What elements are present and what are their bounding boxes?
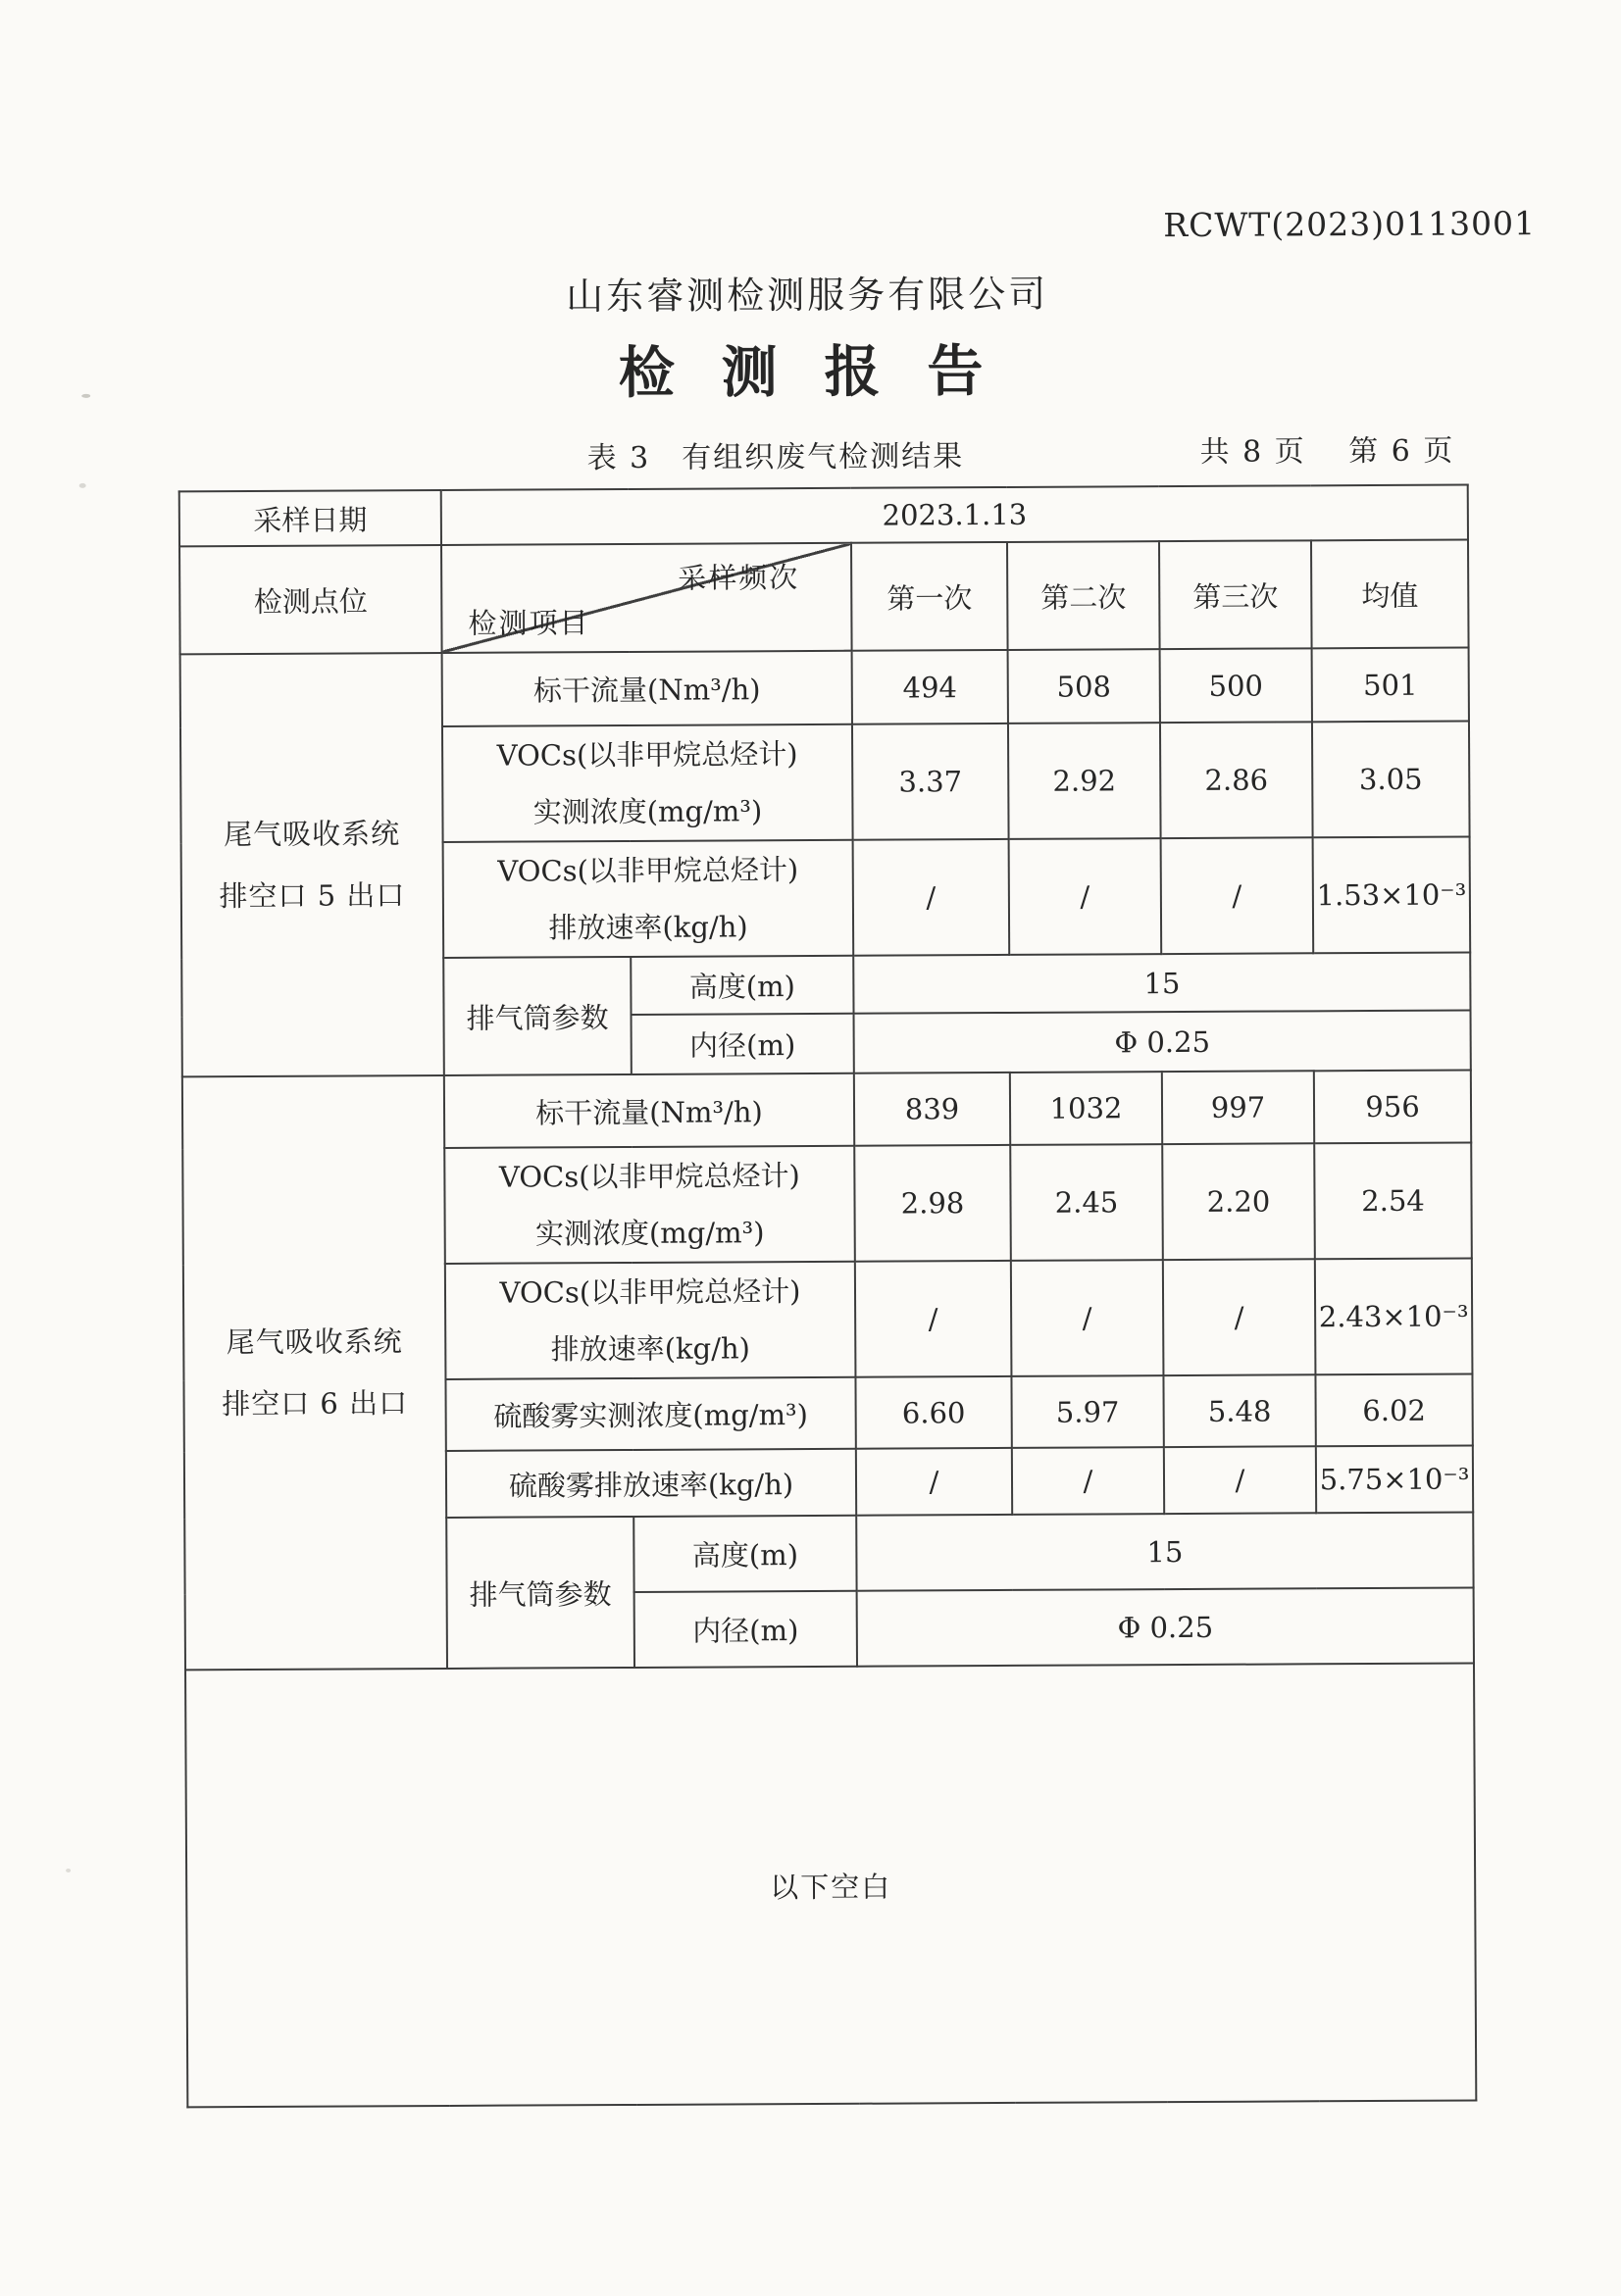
point-name-outlet5: 尾气吸收系统 排空口 5 出口 [180, 653, 444, 1076]
value-cell: 500 [1160, 648, 1312, 723]
point-column-header: 检测点位 [179, 545, 442, 654]
value-cell: / [1164, 1446, 1316, 1514]
value-cell: 997 [1162, 1071, 1314, 1144]
value-cell: 2.54 [1314, 1142, 1472, 1259]
company-name: 山东睿测检测服务有限公司 [566, 272, 1049, 319]
value-cell: / [1011, 1260, 1164, 1376]
stack-height-value: 15 [853, 952, 1470, 1013]
table-row [180, 647, 1469, 727]
freq-header-1: 第一次 [851, 542, 1008, 651]
value-cell: / [855, 1261, 1012, 1377]
value-cell: 2.86 [1160, 722, 1313, 838]
value-cell: 5.48 [1163, 1374, 1315, 1447]
value-cell: 6.02 [1315, 1373, 1472, 1446]
value-cell: 3.37 [852, 724, 1009, 840]
value-cell: 2.43×10⁻³ [1315, 1258, 1473, 1374]
stack-height-label: 高度(m) [631, 956, 853, 1015]
row-label: 硫酸雾排放速率(kg/h) [446, 1449, 856, 1518]
value-cell: / [1012, 1447, 1164, 1515]
stack-diameter-value: Φ 0.25 [854, 1010, 1471, 1073]
stack-diameter-label: 内径(m) [632, 1014, 854, 1074]
value-cell: / [1163, 1259, 1316, 1375]
table-row [179, 484, 1468, 546]
stack-diameter-value: Φ 0.25 [857, 1587, 1474, 1666]
value-cell: / [1161, 837, 1314, 954]
report-number: RCWT(2023)0113001 [1163, 204, 1537, 245]
value-cell: 2.98 [854, 1145, 1011, 1262]
value-cell: 5.75×10⁻³ [1316, 1445, 1473, 1513]
stack-height-value: 15 [856, 1512, 1473, 1590]
point-name-outlet6: 尾气吸收系统 排空口 6 出口 [182, 1075, 447, 1670]
value-cell: 494 [852, 650, 1008, 724]
stack-params-label: 排气筒参数 [446, 1517, 634, 1669]
scan-speck [79, 483, 86, 488]
row-label: 标干流量(Nm³/h) [444, 1073, 854, 1148]
table-row [185, 1663, 1476, 2107]
row-label: VOCs(以非甲烷总烃计) 实测浓度(mg/m³) [442, 724, 853, 842]
value-cell: / [853, 839, 1010, 956]
value-cell: 501 [1312, 647, 1469, 722]
scan-speck [66, 1869, 71, 1872]
blank-remainder-note: 以下空白 [185, 1663, 1476, 2107]
freq-header-3: 第三次 [1159, 540, 1312, 649]
row-label: VOCs(以非甲烷总烃计) 实测浓度(mg/m³) [444, 1146, 855, 1264]
value-cell: / [1009, 838, 1162, 955]
diagonal-label-item: 检测项目 [468, 606, 590, 640]
value-cell: 508 [1008, 649, 1160, 724]
table-header-row [179, 539, 1469, 654]
value-cell: 6.60 [855, 1376, 1011, 1449]
value-cell: 1.53×10⁻³ [1313, 836, 1471, 953]
results-table [178, 483, 1478, 2108]
sampling-date-label: 采样日期 [179, 490, 441, 546]
table-caption: 表 3 有组织废气检测结果 [586, 439, 965, 476]
freq-header-avg: 均值 [1311, 539, 1469, 648]
row-label: 硫酸雾实测浓度(mg/m³) [445, 1377, 855, 1451]
value-cell: 3.05 [1312, 721, 1470, 837]
row-label: VOCs(以非甲烷总烃计) 排放速率(kg/h) [445, 1262, 856, 1379]
diagonal-header-cell [441, 543, 852, 653]
stack-height-label: 高度(m) [633, 1516, 856, 1592]
value-cell: 839 [854, 1073, 1010, 1146]
table-row [182, 1070, 1471, 1149]
row-label: VOCs(以非甲烷总烃计) 排放速率(kg/h) [443, 840, 854, 958]
value-cell: / [856, 1448, 1012, 1516]
value-cell: 2.45 [1010, 1144, 1163, 1261]
diagonal-label-frequency: 采样频次 [678, 561, 800, 595]
page-indicator: 共 8 页 第 6 页 [1199, 433, 1455, 470]
value-cell: 2.20 [1162, 1143, 1315, 1260]
value-cell: 1032 [1010, 1072, 1162, 1145]
stack-params-label: 排气筒参数 [443, 957, 632, 1075]
stack-diameter-label: 内径(m) [634, 1591, 857, 1668]
value-cell: 956 [1314, 1070, 1471, 1143]
report-title: 检 测 报 告 [618, 337, 997, 407]
freq-header-2: 第二次 [1007, 541, 1160, 650]
value-cell: 2.92 [1008, 723, 1161, 839]
row-label: 标干流量(Nm³/h) [442, 651, 852, 726]
sampling-date-value: 2023.1.13 [441, 484, 1468, 544]
value-cell: 5.97 [1011, 1375, 1163, 1448]
